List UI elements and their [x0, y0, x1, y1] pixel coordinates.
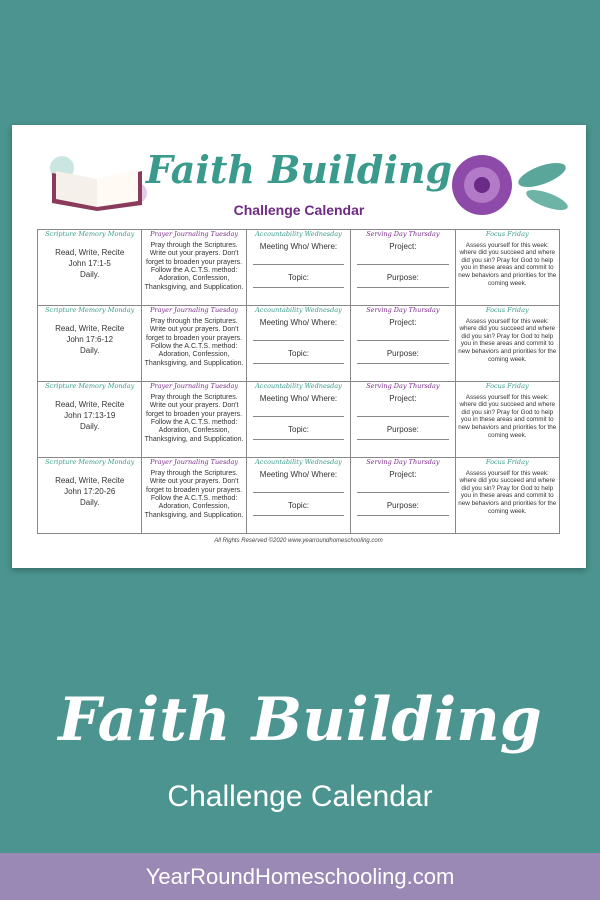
monday-text: Read, Write, Recite — [55, 475, 125, 485]
friday-cell — [455, 382, 559, 458]
meeting-field[interactable]: Meeting Who/ Where: — [253, 242, 344, 265]
daily: Daily. — [79, 498, 100, 508]
monday-text: Read, Write, Recite — [55, 323, 125, 333]
week-row — [38, 458, 560, 534]
daily: Daily. — [79, 346, 100, 356]
day-header: Scripture Memory Monday — [45, 231, 135, 238]
wednesday-cell — [246, 382, 350, 458]
day-header: Prayer Journaling Tuesday — [150, 231, 239, 238]
week-row — [38, 382, 560, 458]
topic-field[interactable]: Topic: — [253, 417, 344, 440]
verse: John 17:1-5 — [68, 258, 111, 268]
day-header: Serving Day Thursday — [366, 307, 440, 314]
tuesday-text: Pray through the Scriptures. Write out your prayers. Don't forget to broaden your prayers. Follow the A.C.T.S. method: Adoration, Confession, Thanksgiving, and Supplication. — [144, 469, 244, 519]
tuesday-text: Pray through the Scriptures. Write out your prayers. Don't forget to broaden your prayers. Follow the A.C.T.S. method: Adoration, Confession, Thanksgiving, and Supplication. — [144, 393, 244, 443]
day-header: Prayer Journaling Tuesday — [150, 307, 239, 314]
calendar-table — [37, 229, 560, 534]
tuesday-cell — [142, 382, 246, 458]
day-header: Focus Friday — [485, 307, 529, 314]
day-header: Focus Friday — [485, 459, 529, 466]
verse: John 17:20-26 — [64, 486, 116, 496]
verse: John 17:13-19 — [64, 410, 116, 420]
friday-text: Assess yourself for this week: where did you succeed and where did you sin? Pray for God to help you in these areas and commit to new behaviors and priorities for the coming week. — [458, 469, 557, 515]
card-subtitle: Challenge Calendar — [233, 202, 365, 218]
tuesday-cell — [142, 306, 246, 382]
project-field[interactable]: Project: — [357, 318, 448, 341]
banner-subtitle: Challenge Calendar — [167, 780, 433, 813]
purpose-field[interactable]: Purpose: — [357, 341, 448, 364]
thursday-cell — [351, 382, 455, 458]
wednesday-cell — [246, 230, 350, 306]
friday-cell — [455, 230, 559, 306]
monday-cell — [38, 230, 142, 306]
project-field[interactable]: Project: — [357, 470, 448, 493]
week-row — [38, 306, 560, 382]
tuesday-text: Pray through the Scriptures. Write out your prayers. Don't forget to broaden your prayers. Follow the A.C.T.S. method: Adoration, Confession, Thanksgiving, and Supplication. — [144, 317, 244, 367]
day-header: Scripture Memory Monday — [45, 307, 135, 314]
meeting-field[interactable]: Meeting Who/ Where: — [253, 394, 344, 417]
day-header: Accountability Wednesday — [255, 383, 342, 390]
calendar-preview — [12, 125, 586, 568]
monday-cell — [38, 382, 142, 458]
thursday-cell — [351, 306, 455, 382]
friday-cell — [455, 306, 559, 382]
meeting-field[interactable]: Meeting Who/ Where: — [253, 470, 344, 493]
monday-cell — [38, 306, 142, 382]
thursday-cell — [351, 230, 455, 306]
purpose-field[interactable]: Purpose: — [357, 493, 448, 516]
project-field[interactable]: Project: — [357, 394, 448, 417]
day-header: Accountability Wednesday — [255, 307, 342, 314]
day-header: Accountability Wednesday — [255, 231, 342, 238]
tuesday-cell — [142, 230, 246, 306]
purpose-field[interactable]: Purpose: — [357, 417, 448, 440]
day-header: Scripture Memory Monday — [45, 459, 135, 466]
day-header: Serving Day Thursday — [366, 459, 440, 466]
day-header: Accountability Wednesday — [255, 459, 342, 466]
day-header: Focus Friday — [485, 383, 529, 390]
day-header: Serving Day Thursday — [366, 231, 440, 238]
verse: John 17:6-12 — [66, 334, 114, 344]
project-field[interactable]: Project: — [357, 242, 448, 265]
friday-text: Assess yourself for this week: where did you succeed and where did you sin? Pray for God to help you in these areas and commit to new behaviors and priorities for the coming week. — [458, 393, 557, 439]
day-header: Prayer Journaling Tuesday — [150, 459, 239, 466]
topic-field[interactable]: Topic: — [253, 341, 344, 364]
day-header: Focus Friday — [485, 231, 529, 238]
topic-field[interactable]: Topic: — [253, 493, 344, 516]
monday-cell — [38, 458, 142, 534]
peony-flower-icon — [437, 145, 577, 225]
friday-text: Assess yourself for this week: where did you succeed and where did you sin? Pray for God to help you in these areas and commit to new behaviors and priorities for the coming week. — [458, 317, 557, 363]
topic-field[interactable]: Topic: — [253, 265, 344, 288]
wednesday-cell — [246, 458, 350, 534]
day-header: Prayer Journaling Tuesday — [150, 383, 239, 390]
thursday-cell — [351, 458, 455, 534]
card-title: Faith Building — [145, 147, 453, 192]
day-header: Serving Day Thursday — [366, 383, 440, 390]
friday-text: Assess yourself for this week: where did you succeed and where did you sin? Pray for God to help you in these areas and commit to new behaviors and priorities for the coming week. — [458, 241, 557, 287]
week-row — [38, 230, 560, 306]
wednesday-cell — [246, 306, 350, 382]
monday-text: Read, Write, Recite — [55, 247, 125, 257]
tuesday-text: Pray through the Scriptures. Write out your prayers. Don't forget to broaden your prayers. Follow the A.C.T.S. method: Adoration, Confession, Thanksgiving, and Supplication. — [144, 241, 244, 291]
tuesday-cell — [142, 458, 246, 534]
purpose-field[interactable]: Purpose: — [357, 265, 448, 288]
daily: Daily. — [79, 270, 100, 280]
friday-cell — [455, 458, 559, 534]
monday-text: Read, Write, Recite — [55, 399, 125, 409]
day-header: Scripture Memory Monday — [45, 383, 135, 390]
copyright-footer: All Rights Reserved ©2020 www.yearroundhomeschooling.com — [214, 538, 383, 544]
meeting-field[interactable]: Meeting Who/ Where: — [253, 318, 344, 341]
site-link[interactable]: YearRoundHomeschooling.com — [0, 853, 600, 900]
banner-title: Faith Building — [58, 685, 542, 755]
calendar-area — [37, 229, 560, 544]
daily: Daily. — [79, 422, 100, 432]
